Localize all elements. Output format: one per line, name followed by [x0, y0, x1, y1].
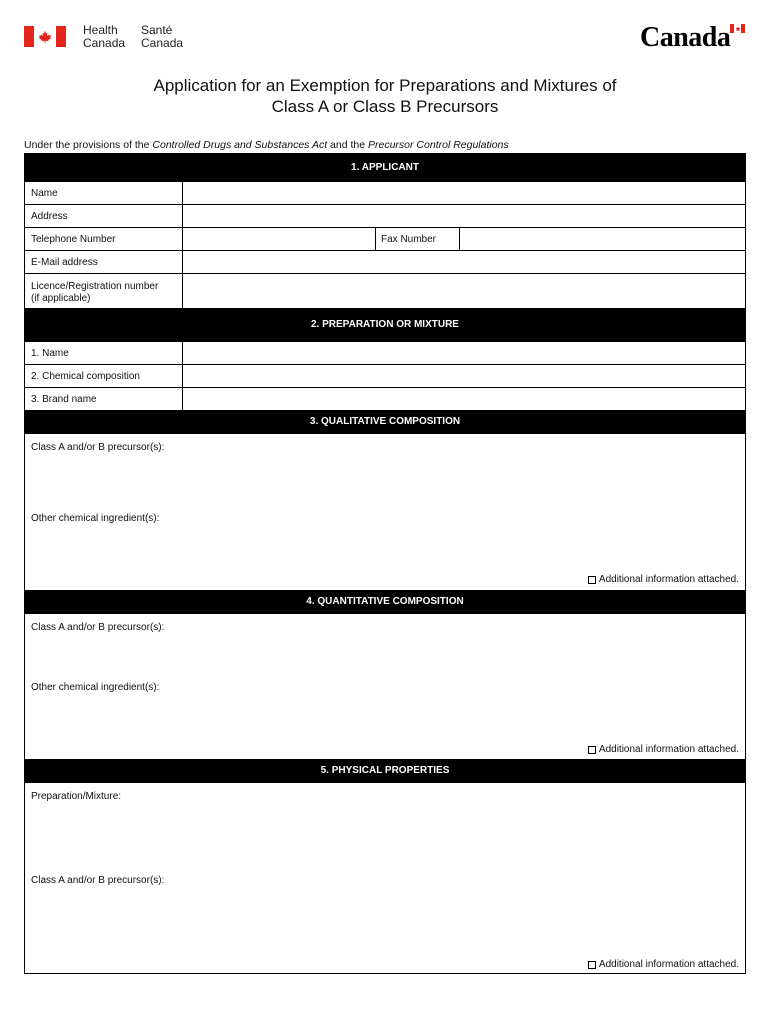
chemical-composition-row: [25, 364, 745, 387]
telephone-field[interactable]: [183, 228, 375, 250]
chemical-composition-field[interactable]: [183, 365, 745, 387]
checkbox-icon[interactable]: [588, 961, 596, 969]
section-preparation-heading: 2. PREPARATION OR MIXTURE: [25, 308, 745, 341]
physical-attached-note[interactable]: Additional information attached.: [588, 959, 739, 970]
applicant-name-row: [25, 181, 745, 204]
qualitative-area[interactable]: [25, 434, 745, 590]
quantitative-attached-note[interactable]: Additional information attached.: [588, 744, 739, 755]
dept-name-french: Santé Canada: [141, 23, 184, 50]
telephone-label: Telephone Number: [31, 234, 116, 245]
section-qualitative-heading: 3. QUALITATIVE COMPOSITION: [25, 410, 745, 434]
quantitative-area[interactable]: [25, 614, 745, 759]
applicant-licence-row: [25, 273, 745, 308]
email-field[interactable]: [183, 251, 745, 273]
maple-leaf-icon: [38, 30, 52, 44]
preparation-name-row: [25, 341, 745, 364]
dept-name-english: Health Canada: [83, 23, 126, 50]
quantitative-class-label: Class A and/or B precursor(s):: [31, 622, 165, 633]
wordmark-flag-icon: [730, 24, 745, 33]
qualitative-class-label: Class A and/or B precursor(s):: [31, 442, 165, 453]
provisions-statement: Under the provisions of the Controlled Drugs and Substances Act and the Precursor Control Regulations: [24, 139, 509, 151]
applicant-address-label: Address: [31, 211, 68, 222]
section-applicant-heading: 1. APPLICANT: [25, 154, 745, 181]
chemical-composition-label: 2. Chemical composition: [31, 371, 140, 382]
applicant-name-label: Name: [31, 188, 58, 199]
applicant-address-row: [25, 204, 745, 227]
applicant-name-field[interactable]: [183, 182, 745, 204]
checkbox-icon[interactable]: [588, 746, 596, 754]
applicant-email-row: [25, 250, 745, 273]
applicant-address-field[interactable]: [183, 205, 745, 227]
application-form: [24, 153, 746, 974]
physical-area[interactable]: [25, 783, 745, 973]
canada-wordmark: Canada: [640, 22, 731, 53]
physical-class-label: Class A and/or B precursor(s):: [31, 875, 165, 886]
section-quantitative-heading: 4. QUANTITATIVE COMPOSITION: [25, 590, 745, 614]
page-title: Application for an Exemption for Preparations and Mixtures of Class A or Class B Precursors: [153, 76, 617, 116]
email-label: E-Mail address: [31, 257, 98, 268]
licence-field[interactable]: [183, 274, 745, 308]
brand-name-field[interactable]: [183, 388, 745, 410]
preparation-name-field[interactable]: [183, 342, 745, 364]
physical-prep-label: Preparation/Mixture:: [31, 791, 122, 802]
brand-name-row: [25, 387, 745, 410]
qualitative-other-label: Other chemical ingredient(s):: [31, 513, 160, 524]
preparation-name-label: 1. Name: [31, 348, 69, 359]
quantitative-other-label: Other chemical ingredient(s):: [31, 682, 160, 693]
fax-field[interactable]: [460, 228, 745, 250]
qualitative-attached-note[interactable]: Additional information attached.: [588, 574, 739, 585]
licence-label: Licence/Registration number (if applicable): [31, 281, 159, 304]
applicant-phone-fax-row: [25, 227, 745, 250]
checkbox-icon[interactable]: [588, 576, 596, 584]
brand-name-label: 3. Brand name: [31, 394, 97, 405]
fax-label: Fax Number: [381, 234, 437, 245]
section-physical-heading: 5. PHYSICAL PROPERTIES: [25, 759, 745, 783]
canada-flag-icon: [24, 26, 66, 47]
